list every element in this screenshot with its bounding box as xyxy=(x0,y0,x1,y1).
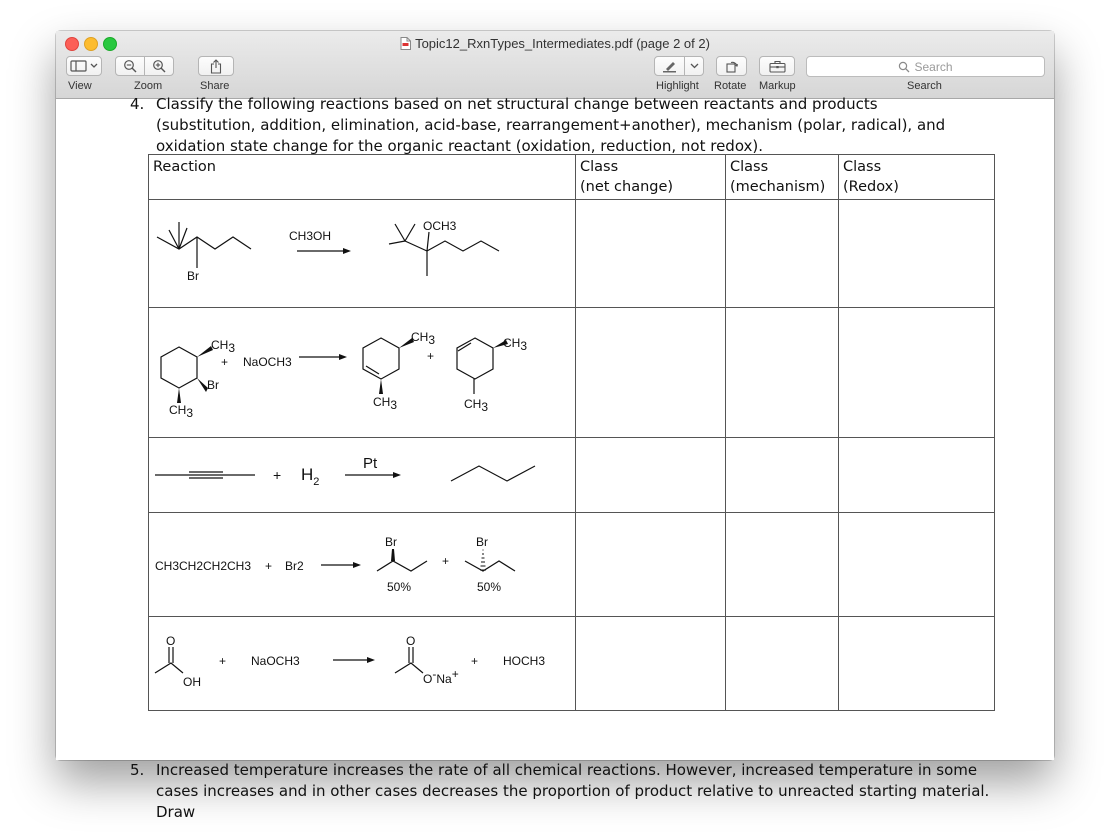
question-5-number: 5. xyxy=(130,761,145,779)
reaction-5-scheme xyxy=(149,617,575,710)
share-label: Share xyxy=(200,80,230,92)
reaction-cell-4 xyxy=(149,513,576,617)
table-row xyxy=(149,438,995,513)
share-button[interactable] xyxy=(198,56,234,76)
redox-cell-1[interactable] xyxy=(839,200,995,308)
plus-sign: + xyxy=(427,349,435,363)
reaction-cell-2 xyxy=(149,308,576,438)
alkoxide-oxygen-label: O-Na+ xyxy=(423,667,459,686)
hydrogen-label: $H_2$ xyxy=(301,465,320,488)
methyl-label: CH3 xyxy=(464,397,489,414)
reaction-cell-5 xyxy=(149,617,576,711)
bromo-label: Br xyxy=(385,535,397,549)
methanol-label: HOCH3 xyxy=(503,654,546,668)
header-net-change: Class (net change) xyxy=(576,155,726,200)
zoom-label: Zoom xyxy=(134,80,163,92)
yield-label-1: 50% xyxy=(387,580,412,594)
header-redox: Class (Redox) xyxy=(839,155,995,200)
plus-sign: + xyxy=(265,559,273,573)
carbonyl-oxygen-label: O xyxy=(166,634,176,648)
platinum-catalyst-label: Pt xyxy=(363,455,378,472)
markup-button[interactable] xyxy=(759,56,795,76)
highlight-options-button[interactable] xyxy=(684,56,704,76)
table-header-row xyxy=(149,155,995,200)
toolbox-icon xyxy=(769,60,786,73)
sidebar-view-button[interactable] xyxy=(66,56,102,76)
bromo-label: Br xyxy=(187,269,199,283)
mechanism-cell-2[interactable] xyxy=(726,308,839,438)
markup-label: Markup xyxy=(759,80,796,92)
bromo-label: Br xyxy=(207,378,219,392)
share-icon xyxy=(210,59,222,74)
methyl-subscript: 3 xyxy=(228,341,236,355)
reaction-5-reagent: NaOCH3 xyxy=(251,654,300,668)
methyl-label: CH3 xyxy=(503,336,528,353)
reaction-cell-1 xyxy=(149,200,576,308)
mechanism-cell-4[interactable] xyxy=(726,513,839,617)
methyl-label: CH3 xyxy=(373,395,398,412)
sidebar-icon xyxy=(70,60,98,72)
net-change-cell-4[interactable] xyxy=(576,513,726,617)
window-title-text: Topic12_RxnTypes_Intermediates.pdf (page 2 of 2) xyxy=(415,36,710,51)
hydroxyl-label: OH xyxy=(183,675,201,689)
methyl-label: CH3 xyxy=(211,338,236,355)
hydrogen-subscript: 2 xyxy=(313,476,320,488)
plus-sign: + xyxy=(442,554,450,568)
question-5-text: Increased temperature increases the rate of all chemical reactions. However, increased temperature in some cases increases and in other cases decreases the proportion of product relative to unreacted starting material. Draw xyxy=(156,761,990,821)
pdf-document-icon xyxy=(400,37,411,53)
table-row xyxy=(149,513,995,617)
methyl-label: CH3 xyxy=(169,403,194,420)
pdf-page-content[interactable] xyxy=(56,95,1054,821)
table-row xyxy=(149,308,995,438)
reaction-classification-table xyxy=(148,154,995,711)
chevron-down-icon xyxy=(690,63,699,69)
reaction-cell-3 xyxy=(149,438,576,513)
question-4-text: Classify the following reactions based on net structural change between reactants and products (substitution, addition, elimination, acid-base, rearrangement+another), mechanism (polar, radical), and oxidation state change for the organic reactant (oxidation, reduction, not redox). xyxy=(156,95,946,155)
reaction-2-reagent: NaOCH3 xyxy=(243,355,292,369)
redox-cell-3[interactable] xyxy=(839,438,995,513)
toolbar xyxy=(56,31,1054,99)
search-input[interactable] xyxy=(806,56,1045,77)
redox-cell-4[interactable] xyxy=(839,513,995,617)
table-row xyxy=(149,200,995,308)
yield-label-2: 50% xyxy=(477,580,502,594)
header-mechanism: Class (mechanism) xyxy=(726,155,839,200)
window-title xyxy=(56,36,1054,53)
search-label: Search xyxy=(907,80,942,92)
view-label: View xyxy=(68,80,92,92)
rotate-label: Rotate xyxy=(714,80,747,92)
plus-sign: + xyxy=(471,654,479,668)
redox-cell-2[interactable] xyxy=(839,308,995,438)
reaction-3-scheme xyxy=(149,438,575,512)
search-placeholder: Search xyxy=(914,59,953,74)
zoom-out-icon xyxy=(123,59,137,73)
mechanism-cell-3[interactable] xyxy=(726,438,839,513)
carbonyl-oxygen-label: O xyxy=(406,634,416,648)
net-change-cell-3[interactable] xyxy=(576,438,726,513)
redox-cell-5[interactable] xyxy=(839,617,995,711)
methyl-subscript: 3 xyxy=(520,339,528,353)
search-icon xyxy=(898,61,910,73)
zoom-in-button[interactable] xyxy=(144,56,174,76)
highlighter-pen-icon xyxy=(662,60,678,73)
net-change-cell-2[interactable] xyxy=(576,308,726,438)
table-row xyxy=(149,617,995,711)
net-change-cell-5[interactable] xyxy=(576,617,726,711)
methyl-subscript: 3 xyxy=(481,400,489,414)
preview-window xyxy=(56,31,1054,821)
plus-sign: + xyxy=(219,654,227,668)
methyl-subscript: 3 xyxy=(428,333,436,347)
mechanism-cell-5[interactable] xyxy=(726,617,839,711)
reaction-4-reagent: Br2 xyxy=(285,559,304,573)
mechanism-cell-1[interactable] xyxy=(726,200,839,308)
plus-sign: + xyxy=(273,467,282,483)
reaction-1-reagent: CH3OH xyxy=(289,229,332,243)
methyl-label: CH3 xyxy=(411,330,436,347)
methyl-subscript: 3 xyxy=(390,398,398,412)
methyl-subscript: 3 xyxy=(186,406,194,420)
reaction-2-scheme xyxy=(149,308,575,437)
net-change-cell-1[interactable] xyxy=(576,200,726,308)
header-reaction: Reaction xyxy=(149,155,576,200)
rotate-button[interactable] xyxy=(716,56,747,76)
butane-label: CH3CH2CH2CH3 xyxy=(155,559,252,573)
question-4-number: 4. xyxy=(130,95,145,113)
zoom-out-button[interactable] xyxy=(115,56,145,76)
plus-sign: + xyxy=(221,355,229,369)
methoxy-label: OCH3 xyxy=(423,219,457,233)
highlight-label: Highlight xyxy=(656,80,699,92)
reaction-1-scheme xyxy=(149,200,575,307)
zoom-in-icon xyxy=(152,59,166,73)
reaction-4-scheme xyxy=(149,513,575,616)
bromo-label: Br xyxy=(476,535,488,549)
rotate-icon xyxy=(725,59,739,73)
highlight-button[interactable] xyxy=(654,56,685,76)
